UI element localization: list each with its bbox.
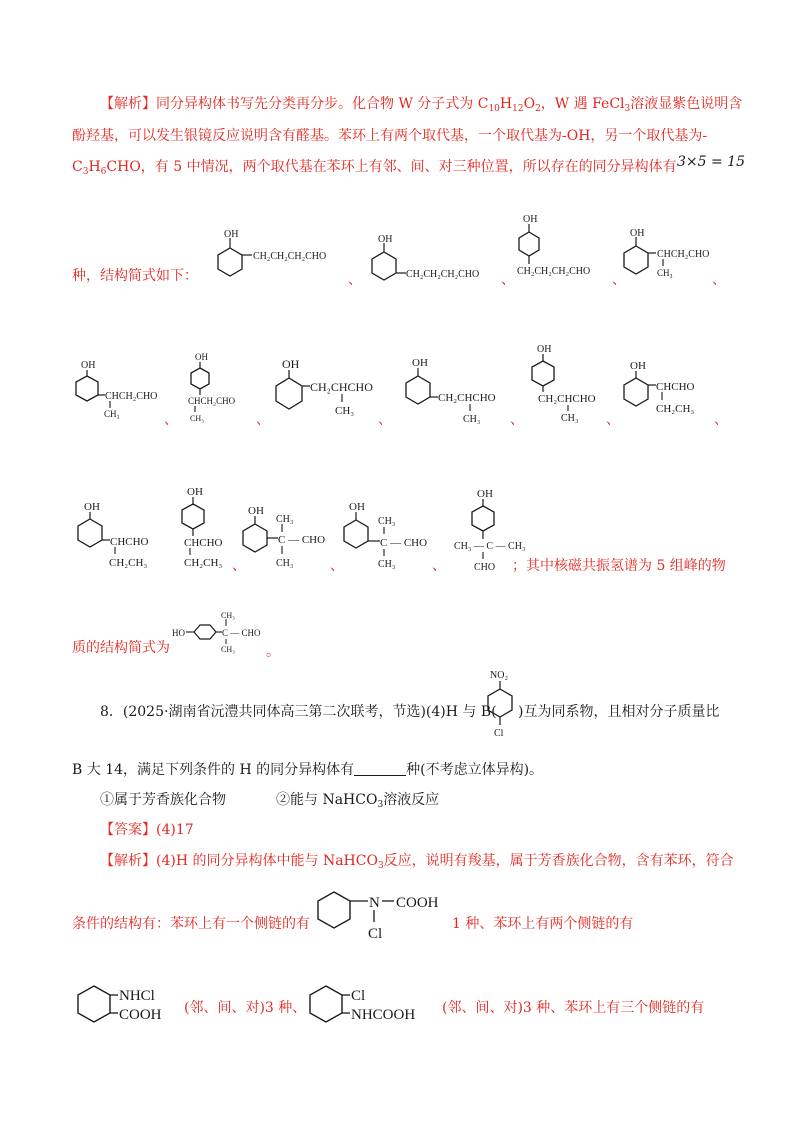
svg-text:CH₂CHCHO: CH₂CHCHO: [438, 392, 496, 404]
svg-text:CH₃ — C — CH₃: CH₃ — C — CH₃: [454, 541, 526, 552]
svg-text:OH: OH: [195, 352, 208, 362]
svg-text:CHCH₂CHO: CHCH₂CHO: [105, 391, 158, 402]
condition-2: ②能与 NaHCO$_3$溶液反应: [276, 792, 440, 810]
svg-text:OH: OH: [630, 228, 645, 239]
svg-text:CHCHO: CHCHO: [656, 381, 695, 393]
svg-text:CHO: CHO: [474, 562, 496, 573]
svg-text:OH: OH: [282, 357, 300, 371]
svg-text:OH: OH: [523, 214, 538, 225]
analysis-line-2: 酚羟基，可以发生银镜反应说明含有醛基。苯环上有两个取代基，一个取代基为-OH，另一个取代基为-: [72, 128, 708, 144]
svg-text:Cl: Cl: [368, 926, 383, 942]
svg-text:CH₃: CH₃: [378, 516, 396, 527]
molecule-10: [618, 358, 728, 428]
svg-text:CH₃: CH₃: [276, 514, 294, 525]
svg-text:CH₃: CH₃: [378, 559, 396, 570]
oh-label: OH: [224, 229, 239, 240]
svg-text:CH₃: CH₃: [463, 414, 481, 425]
svg-text:OH: OH: [84, 501, 100, 513]
molecule-8: [398, 354, 518, 429]
svg-text:CH₂CH₂CH₂CHO: CH₂CH₂CH₂CHO: [517, 266, 591, 277]
svg-text:CH₂CH₃: CH₂CH₃: [656, 403, 695, 415]
svg-text:CH₂CH₃: CH₂CH₃: [109, 557, 148, 569]
svg-text:CH₃: CH₃: [221, 645, 235, 654]
svg-text:NHCl: NHCl: [119, 988, 155, 1004]
svg-text:OH: OH: [248, 505, 264, 517]
svg-text:C — CHO: C — CHO: [380, 537, 428, 549]
svg-text:CH₃: CH₃: [190, 414, 204, 423]
answer-value: (4)17: [156, 822, 194, 838]
answer-tag: 【答案】: [100, 822, 156, 838]
svg-text:COOH: COOH: [119, 1007, 162, 1023]
svg-text:C — CHO: C — CHO: [278, 534, 326, 546]
svg-text:COOH: COOH: [396, 895, 439, 911]
svg-text:OH: OH: [630, 360, 646, 372]
analysis-line-1: 【解析】同分异构体书写先分类再分步。化合物 W 分子式为 $C_{10}H_{12}O_2$，W 遇 FeCl$_3$溶液显紫色说明含: [100, 96, 743, 114]
answer-line: [100, 820, 194, 840]
svg-text:CH₃: CH₃: [104, 409, 120, 419]
count-formula: 3×5 = 15: [677, 154, 745, 170]
svg-text:OH: OH: [187, 486, 203, 498]
molecule-n-cl-cooh: [312, 882, 452, 944]
molecule-5: [72, 354, 172, 424]
molecule-3: [515, 212, 620, 282]
molecule-1: [212, 226, 352, 286]
svg-text:CH₃: CH₃: [561, 413, 579, 424]
analysis-tag: 【解析】: [100, 96, 156, 112]
molecule-14: [340, 496, 440, 576]
analysis-last-line: 质的结构简式为: [72, 640, 170, 656]
svg-text:NO₂: NO₂: [490, 670, 508, 681]
svg-text:CH₃: CH₃: [276, 558, 294, 569]
sep: 、: [348, 272, 362, 288]
svg-text:OH: OH: [477, 488, 493, 500]
molecule-2: [368, 232, 508, 292]
svg-text:HO: HO: [172, 628, 185, 638]
molecule-6: [182, 350, 262, 425]
svg-text:OH: OH: [81, 360, 96, 371]
svg-text:OH: OH: [349, 501, 365, 513]
svg-text:CHCH₂CHO: CHCH₂CHO: [188, 396, 236, 406]
svg-text:CH₂CH₂CH₂CHO: CH₂CH₂CH₂CHO: [406, 269, 480, 280]
analysis-line-3: $C_3H_6CHO$，有 5 中情况，两个取代基在苯环上有邻、间、对三种位置，所以存在的同分异构体有: [72, 159, 677, 177]
molecule-b: [482, 668, 522, 748]
svg-text:CHCHO: CHCHO: [110, 536, 149, 548]
analysis-line-end: ；其中核磁共振氢谱为 5 组峰的物: [512, 558, 726, 574]
molecule-11: [72, 496, 172, 576]
question-8-line-1b: )互为同系物，且相对分子质量比: [518, 704, 720, 720]
molecule-7: [270, 358, 390, 428]
svg-text:C — CHO: C — CHO: [222, 628, 261, 638]
svg-text:OH: OH: [537, 344, 552, 355]
svg-text:CHCHO: CHCHO: [184, 537, 223, 549]
molecule-13: [240, 502, 340, 577]
svg-text:Cl: Cl: [494, 728, 504, 739]
svg-text:OH: OH: [378, 234, 393, 245]
molecule-cl-nhcooh: [304, 980, 444, 1036]
chain-label: CH₂CH₂CH₂CHO: [253, 251, 327, 262]
svg-text:Cl: Cl: [351, 988, 366, 1004]
condition-1: ①属于芳香族化合物: [100, 792, 226, 808]
svg-text:CH₂CHCHO: CH₂CHCHO: [310, 380, 373, 394]
svg-text:OH: OH: [412, 357, 428, 369]
svg-text:CH₃: CH₃: [657, 268, 673, 278]
question-8-line-1a: 8．(2025·湖南省沅澧共同体高三第二次联考，节选)(4)H 与 B(: [100, 704, 497, 720]
svg-text:N: N: [369, 895, 380, 911]
molecule-nhcl: [72, 980, 192, 1036]
analysis-2-line-2a: 条件的结构有：苯环上有一个侧链的有: [72, 916, 310, 932]
answer-blank[interactable]: [354, 761, 406, 776]
analysis-2-line-3b: (邻、间、对)3 种、苯环上有三个侧链的有: [442, 1000, 705, 1016]
svg-text:CH₂CHCHO: CH₂CHCHO: [538, 393, 596, 405]
molecule-4: [620, 226, 720, 286]
svg-text:NHCOOH: NHCOOH: [351, 1007, 416, 1023]
analysis-2-line-3a: (邻、间、对)3 种、: [184, 1000, 307, 1016]
answer-molecule: [172, 612, 272, 657]
svg-text:CH₃: CH₃: [335, 405, 355, 417]
svg-text:CHCH₂CHO: CHCH₂CHO: [657, 249, 710, 260]
analysis-line-4: 种，结构简式如下：: [72, 268, 198, 284]
svg-text:CH₃: CH₃: [221, 611, 235, 620]
analysis-2-line-2b: 1 种、苯环上有两个侧链的有: [452, 916, 634, 932]
analysis-2-line-1: 【解析】(4)H 的同分异构体中能与 NaHCO$_3$反应，说明有羧基，属于芳香族化合物，含有苯环，符合: [100, 853, 734, 871]
question-8-line-2: B 大 14，满足下列条件的 H 的同分异构体有 种(不考虑立体异构)。: [72, 762, 544, 778]
svg-text:CH₂CH₃: CH₂CH₃: [184, 557, 223, 569]
